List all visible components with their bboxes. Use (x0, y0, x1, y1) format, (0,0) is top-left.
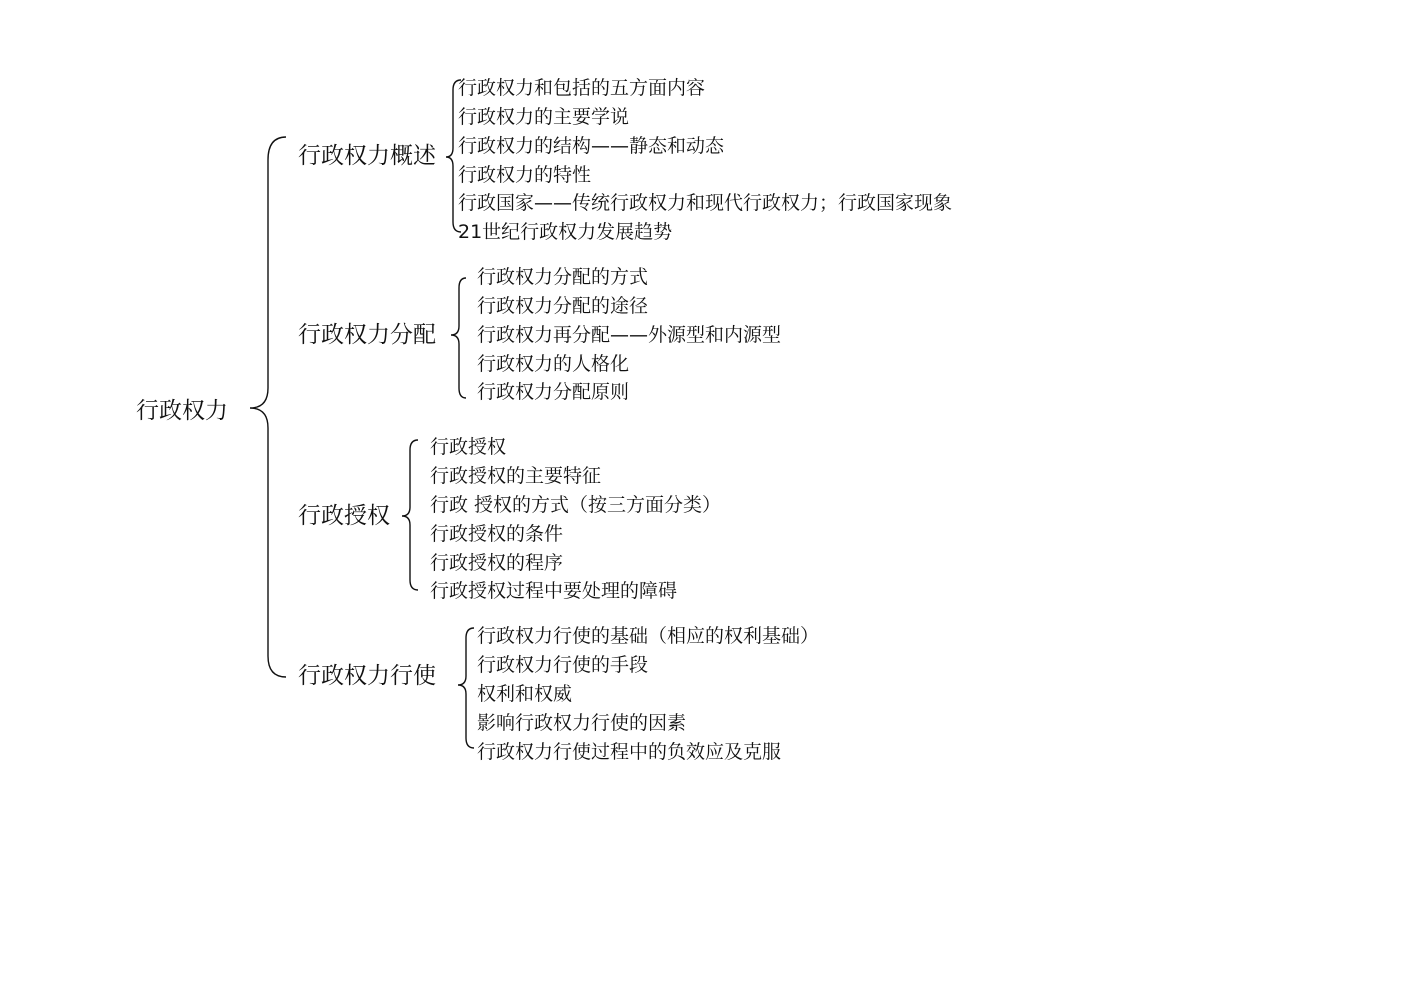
root-brace (250, 137, 286, 677)
branch-4-item: 行政权力行使的基础（相应的权利基础） (477, 625, 820, 647)
branch-1-item: 21世纪行政权力发展趋势 (458, 221, 673, 243)
branch-2-item: 行政权力再分配——外源型和内源型 (477, 324, 782, 346)
branch-1-item: 行政国家——传统行政权力和现代行政权力；行政国家现象 (458, 192, 953, 214)
branch-4-item: 权利和权威 (477, 683, 573, 705)
branch-3-brace (402, 440, 418, 590)
branch-1-item: 行政权力的特性 (458, 164, 592, 186)
branch-1-item: 行政权力的主要学说 (458, 106, 630, 128)
branch-2-item: 行政权力分配原则 (477, 381, 630, 403)
root-node: 行政权力 (136, 398, 228, 424)
branch-2-item: 行政权力分配的方式 (477, 266, 649, 288)
branch-3-item: 行政 授权的方式（按三方面分类） (430, 494, 722, 516)
branch-1-label: 行政权力概述 (298, 143, 436, 169)
branch-3-item: 行政授权的程序 (430, 552, 564, 574)
branch-1-item: 行政权力的结构——静态和动态 (458, 135, 725, 157)
branch-3-item: 行政授权的主要特征 (430, 465, 602, 487)
branch-2-brace (451, 278, 466, 398)
branch-1-item: 行政权力和包括的五方面内容 (458, 77, 706, 99)
branch-3-item: 行政授权的条件 (430, 523, 564, 545)
branch-3-item: 行政授权过程中要处理的障碍 (430, 580, 678, 602)
branch-4-item: 行政权力行使过程中的负效应及克服 (477, 741, 782, 763)
branch-3-label: 行政授权 (298, 503, 390, 529)
branch-2-label: 行政权力分配 (298, 322, 436, 348)
branch-3-item: 行政授权 (430, 436, 507, 458)
branch-4-item: 行政权力行使的手段 (477, 654, 649, 676)
branch-4-brace (458, 628, 474, 748)
branch-4-item: 影响行政权力行使的因素 (477, 712, 687, 734)
branch-2-item: 行政权力分配的途径 (477, 295, 649, 317)
branch-4-label: 行政权力行使 (298, 663, 436, 689)
branch-2-item: 行政权力的人格化 (477, 353, 630, 375)
